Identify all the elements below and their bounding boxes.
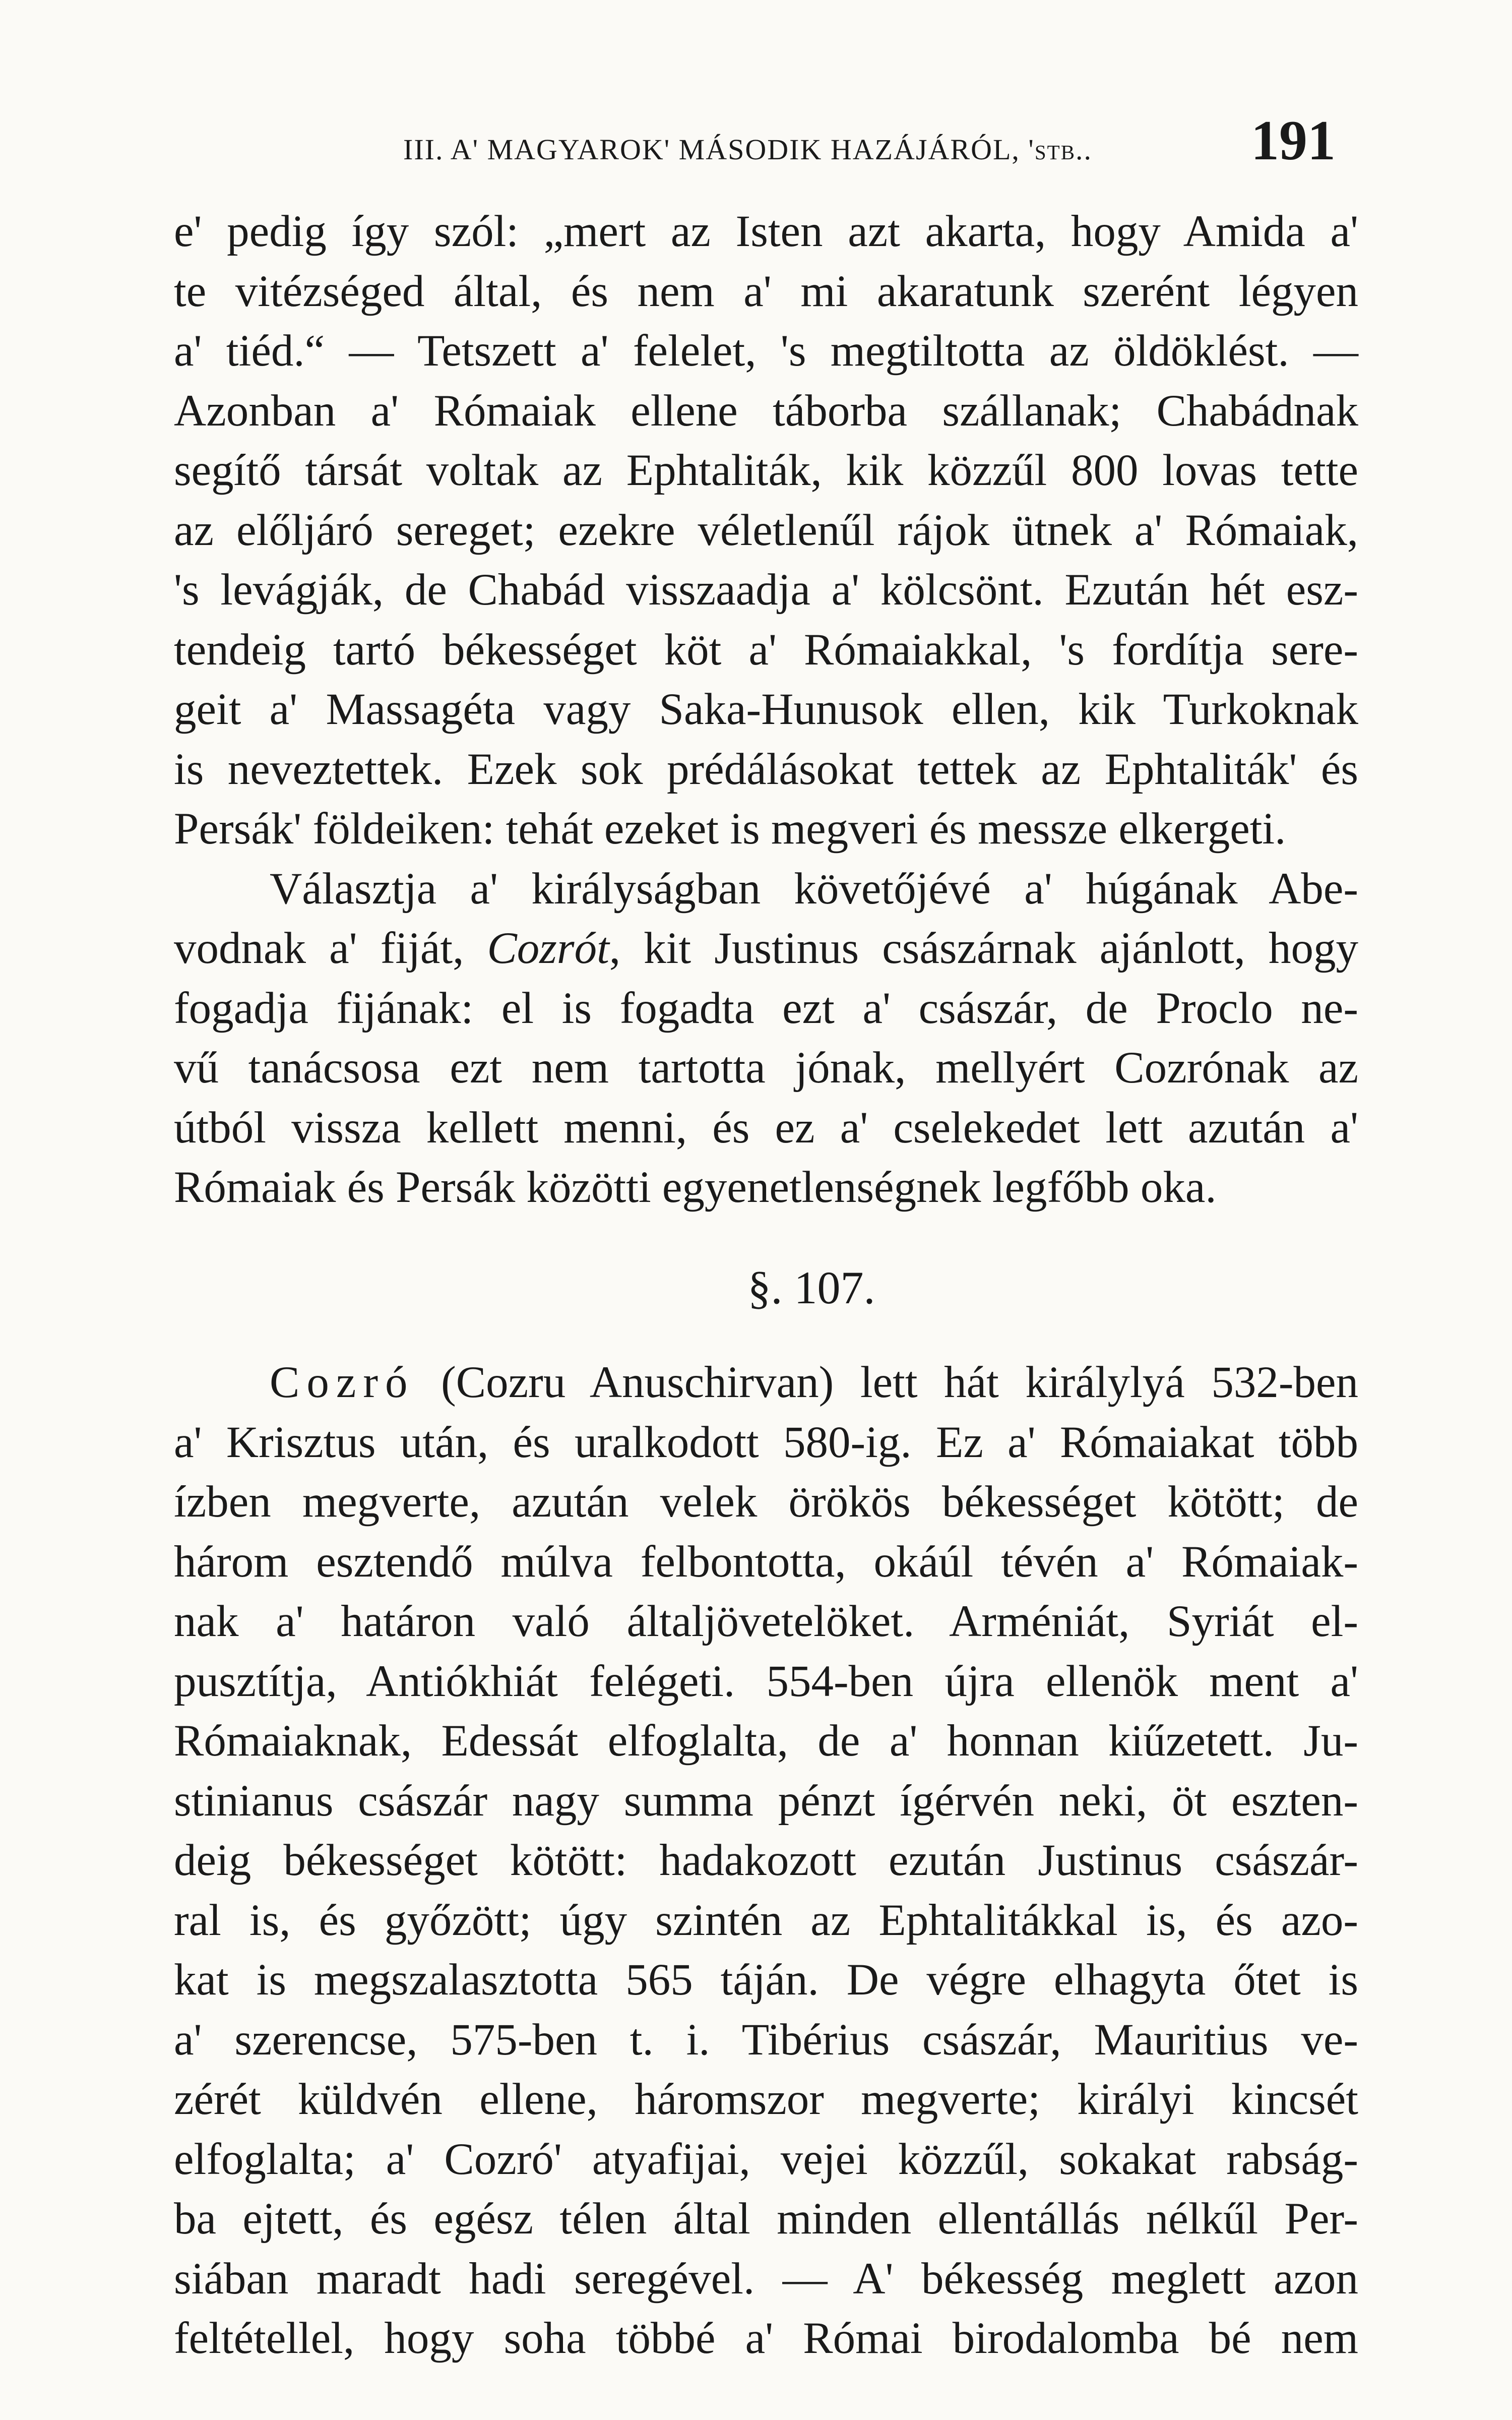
- body-text: [174, 202, 1358, 2369]
- text-line: Rómaiak és Persák közötti egyenetlenségnek legfőbb oka.: [174, 1163, 1217, 1212]
- spaced-name: Cozró: [270, 1358, 415, 1407]
- text-line: vű tanácsosa ezt nem tartotta jónak, mellyért Cozrónak az: [174, 1043, 1358, 1093]
- text-line: [174, 919, 1358, 979]
- text-line: segítő társát voltak az Ephtaliták, kik közzűl 800 lovas tette: [174, 446, 1358, 495]
- text-line: stinianus császár nagy summa pénzt ígérvén neki, öt eszten-: [174, 1776, 1358, 1826]
- text-line: kat is megszalasztotta 565 táján. De végre elhagyta őtet is: [174, 1955, 1358, 2005]
- text-line: te vitézséged által, és nem a' mi akaratunk szerént légyen: [174, 266, 1358, 316]
- text-line: [174, 1353, 1358, 1413]
- italic-name: Cozrót: [487, 924, 609, 973]
- text-line: pusztítja, Antiókhiát felégeti. 554-ben újra ellenök ment a': [174, 1656, 1358, 1706]
- text-line: az előljáró sereget; ezekre véletlenűl rájok ütnek a' Rómaiak,: [174, 505, 1358, 555]
- text-line: Persák' földeiken: tehát ezeket is megveri és messze elkergeti.: [174, 804, 1286, 854]
- text-line: tendeig tartó békességet köt a' Rómaiakkal, 's fordítja sere-: [174, 625, 1358, 675]
- text-line: Választja a' királyságban követőjévé a' húgának Abe-: [270, 864, 1358, 914]
- paragraph-3: [174, 1353, 1358, 2369]
- text-line: e' pedig így szól: „mert az Isten azt akarta, hogy Amida a': [174, 207, 1358, 256]
- text-line: nak a' határon való általjövetelöket. Arméniát, Syriát el-: [174, 1597, 1358, 1646]
- text-line: ral is, és győzött; úgy szintén az Ephtalitákkal is, és azo-: [174, 1895, 1358, 1945]
- text-line: feltétellel, hogy soha többé a' Római birodalomba bé nem: [174, 2314, 1358, 2363]
- section-heading: §. 107.: [747, 1261, 875, 1313]
- text-line: geit a' Massagéta vagy Saka-Hunusok ellen, kik Turkoknak: [174, 685, 1358, 734]
- text-line: három esztendő múlva felbontotta, okáúl tévén a' Rómaiak-: [174, 1537, 1358, 1587]
- text-line: Azonban a' Rómaiak ellene táborba szállanak; Chabádnak: [174, 386, 1358, 436]
- running-title: III. A' MAGYAROK' MÁSODIK HAZÁJÁRÓL, 'stb..: [403, 133, 1093, 166]
- running-head: [403, 108, 1336, 173]
- text-line: elfoglalta; a' Cozró' atyafijai, vejei közzűl, sokakat rabság-: [174, 2134, 1358, 2184]
- text-line: a' tiéd.“ — Tetszett a' felelet, 's megtiltotta az öldöklést. —: [174, 326, 1358, 376]
- text-line: 's levágják, de Chabád visszaadja a' kölcsönt. Ezután hét esz-: [174, 565, 1358, 615]
- page-number: 191: [1251, 109, 1336, 172]
- paragraph-1: [174, 202, 1358, 859]
- text-segment: , kit Justinus császárnak ajánlott, hogy: [609, 924, 1358, 973]
- text-line: fogadja fijának: el is fogadta ezt a' császár, de Proclo ne-: [174, 983, 1358, 1033]
- text-line: a' szerencse, 575-ben t. i. Tibérius császár, Mauritius ve-: [174, 2015, 1358, 2065]
- text-line: Rómaiaknak, Edessát elfoglalta, de a' honnan kiűzetett. Ju-: [174, 1716, 1358, 1766]
- text-line: siában maradt hadi seregével. — A' békesség meglett azon: [174, 2254, 1358, 2304]
- text-line: deig békességet kötött: hadakozott ezután Justinus császár-: [174, 1836, 1358, 1885]
- text-line: zérét küldvén ellene, háromszor megverte; királyi kincsét: [174, 2075, 1358, 2124]
- text-line: ba ejtett, és egész télen által minden ellentállás nélkűl Per-: [174, 2194, 1358, 2244]
- text-line: útból vissza kellett menni, és ez a' cselekedet lett azután a': [174, 1103, 1358, 1153]
- text-line: is neveztettek. Ezek sok prédálásokat tettek az Ephtaliták' és: [174, 744, 1358, 794]
- text-line: ízben megverte, azután velek örökös békességet kötött; de: [174, 1477, 1358, 1527]
- text-segment: (Cozru Anuschirvan) lett hát királylyá 532-ben: [414, 1358, 1358, 1407]
- paragraph-2: [174, 859, 1358, 1218]
- text-line: a' Krisztus után, és uralkodott 580-ig. Ez a' Rómaiakat több: [174, 1417, 1358, 1467]
- text-segment: vodnak a' fiját,: [174, 924, 487, 973]
